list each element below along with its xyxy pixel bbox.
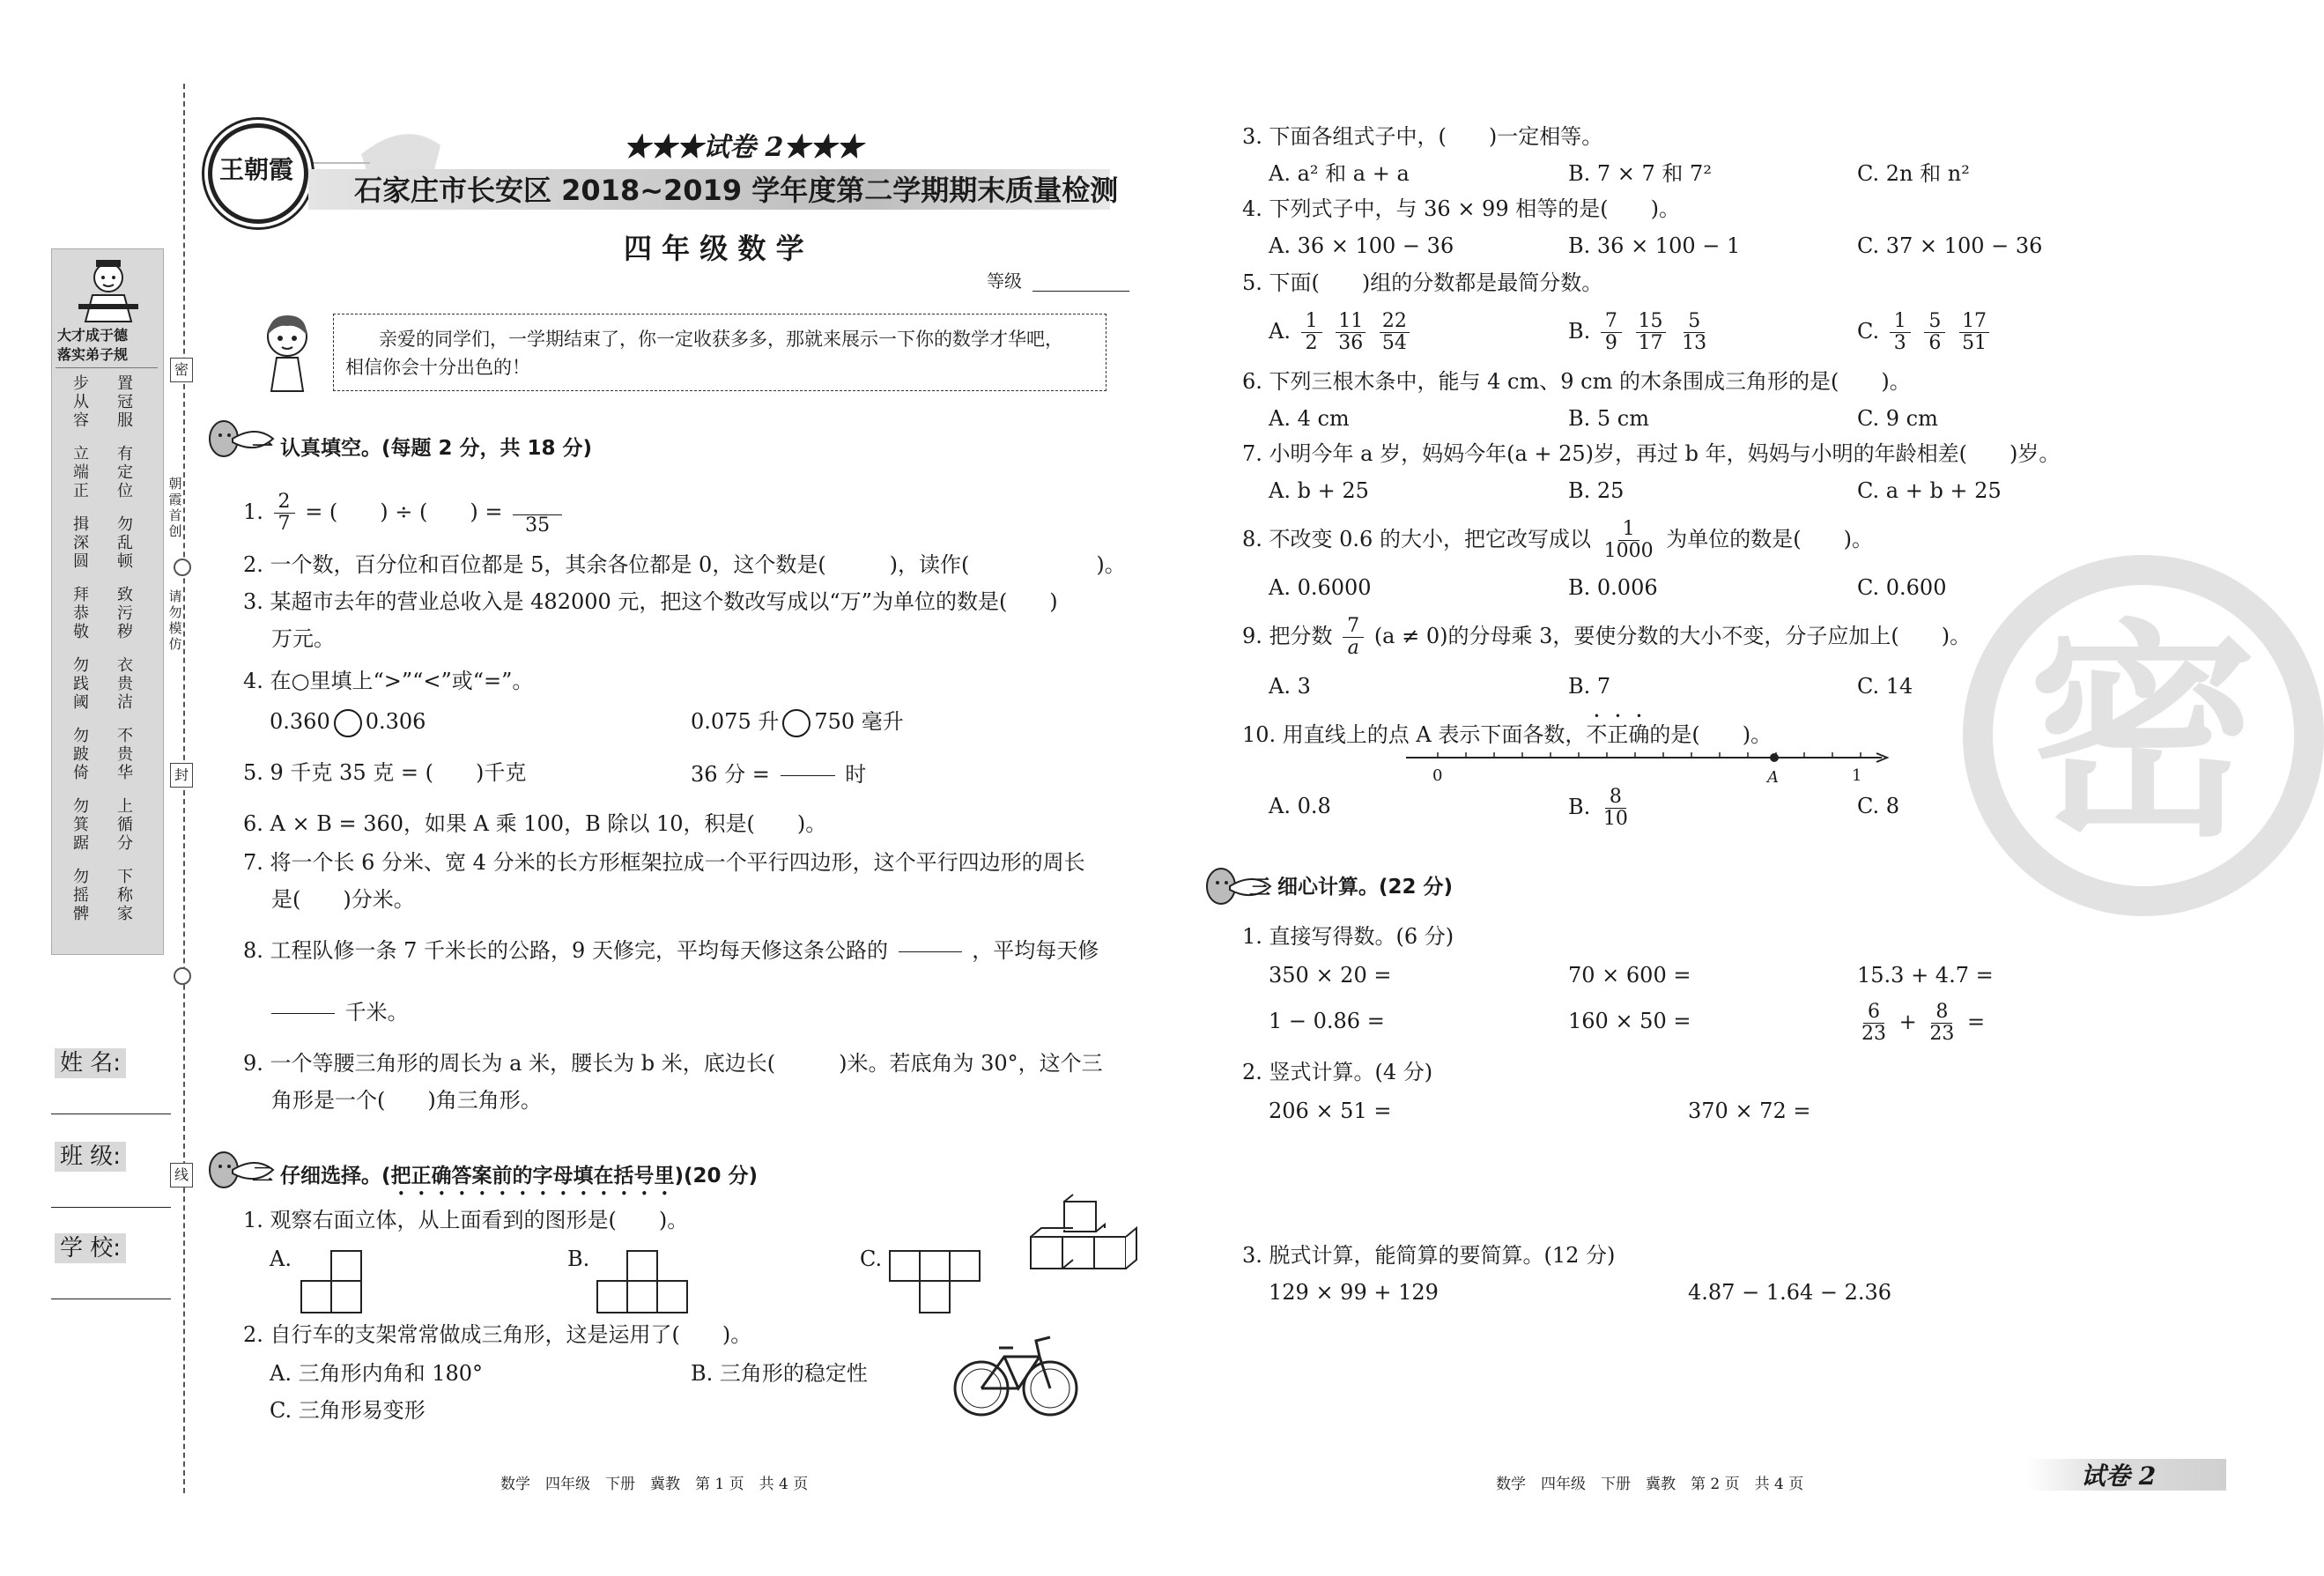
s2-q10 [1242, 710, 1772, 748]
s1-q4-a-right: 0.306 [365, 709, 426, 734]
opt-label: B. [1568, 319, 1591, 344]
fraction [1601, 787, 1631, 830]
footer-tag: 试卷 2 [2081, 1461, 2157, 1491]
s3-p1-item: 350 × 20 = [1269, 963, 1392, 988]
frac-numerator: 5 [1684, 311, 1705, 333]
s1-q9-line1: 9. 一个等腰三角形的周长为 a 米，腰长为 b 米，底边长( )米。若底角为 30°，这个三 [243, 1051, 1103, 1076]
s2-q7-b[interactable]: B. 25 [1568, 478, 1625, 503]
compare-circle[interactable] [334, 709, 362, 737]
motto-col: 勿跛倚 [73, 727, 89, 782]
binding-hole [174, 559, 191, 576]
binding-dashed-line [183, 84, 185, 1493]
fraction [1859, 1002, 1889, 1045]
s2-q3-c[interactable]: C. 2n 和 n² [1857, 161, 1970, 186]
frac-denominator: 2 [1305, 332, 1318, 354]
number-line [1406, 745, 1891, 772]
fraction [1301, 311, 1322, 354]
fraction-blank[interactable] [271, 988, 335, 1039]
s2-q9-b[interactable]: B. 7 [1568, 674, 1611, 699]
school-field[interactable] [51, 1233, 174, 1304]
section1-badge: 一 [252, 434, 273, 459]
s2-q6: 6. 下列三根木条中，能与 4 cm、9 cm 的木条围成三角形的是( )。 [1242, 369, 1911, 394]
s1-q8-line2 [268, 988, 409, 1039]
bicycle-figure [951, 1330, 1080, 1420]
s1-q7-line2: 是( )分米。 [271, 887, 415, 912]
section1-title: 认真填空。(每题 2 分，共 18 分) [280, 437, 593, 460]
frac-denominator: a [1347, 637, 1359, 659]
frac-numerator: 15 [1636, 311, 1666, 333]
frac-numerator: 1 [1618, 519, 1639, 541]
frac-denominator-blank[interactable] [781, 776, 835, 801]
fraction [1601, 311, 1622, 354]
s2-q10-opt-c[interactable]: C. 8 [1857, 794, 1900, 818]
frac-denominator: 36 [1338, 332, 1364, 354]
s3-p1-item: 1 − 0.86 = [1269, 1009, 1385, 1033]
numline-label-1: 1 [1852, 766, 1862, 785]
seal-watermark [1963, 555, 2324, 916]
originality-notice: 朝霞首创 [168, 476, 182, 539]
motto-col: 有定位 [117, 445, 133, 500]
opt-label: A. [1269, 319, 1291, 344]
s3-p1-item: 160 × 50 = [1568, 1009, 1691, 1033]
s2-q10-a: 10. 用直线上的点 A 表示下面各数， [1242, 722, 1587, 747]
fraction [1380, 311, 1410, 354]
fraction [274, 492, 295, 535]
s2-q9-right: (a ≠ 0)的分母乘 3，要使分数的大小不变，分子应加上( )。 [1373, 624, 1972, 648]
motto-col: 置冠服 [117, 374, 133, 430]
s2-q2-b[interactable]: B. 三角形的稳定性 [691, 1361, 868, 1386]
fraction [1336, 311, 1366, 354]
fraction-blank[interactable] [781, 751, 835, 801]
frac-denominator: 1000 [1603, 540, 1654, 562]
section2-title-b: )(20 分) [674, 1165, 759, 1188]
s2-q3: 3. 下面各组式子中，( )一定相等。 [1242, 124, 1603, 149]
frac-denominator: 23 [1929, 1023, 1955, 1045]
frac-denominator-blank[interactable] [899, 952, 962, 977]
s3-p3-item: 4.87 − 1.64 − 2.36 [1688, 1280, 1892, 1305]
s3-p1: 1. 直接写得数。(6 分) [1242, 924, 1454, 949]
section2-title [280, 1163, 758, 1200]
s3-p3-item: 129 × 99 + 129 [1269, 1280, 1439, 1305]
motto-col: 步从容 [73, 374, 89, 430]
frac-numerator: 5 [1924, 311, 1945, 333]
name-field[interactable] [51, 1048, 174, 1119]
binding-mark-feng: 封 [170, 763, 193, 788]
s1-q4-a-left: 0.360 [270, 709, 330, 734]
top-view-option-b [596, 1249, 691, 1316]
s2-q3-b[interactable]: B. 7 × 7 和 7² [1568, 161, 1712, 186]
exam-title: 石家庄市长安区 2018~2019 学年度第二学期期末质量检测 [354, 174, 1119, 207]
brand-logo-text: 王朝霞 [219, 155, 294, 184]
fraction [1890, 311, 1911, 354]
s2-q5-opt-a[interactable] [1269, 307, 1413, 356]
s1-q4: 4. 在○里填上“>”“<”或“=”。 [243, 669, 534, 693]
binding-mark-mi: 密 [170, 358, 193, 382]
section2-badge: 二 [252, 1162, 273, 1187]
grade-label: 等级 [987, 270, 1022, 292]
frac-numerator: 11 [1336, 311, 1366, 333]
motto-col: 勿乱顿 [117, 515, 133, 571]
s2-q4-b[interactable]: B. 36 × 100 − 1 [1568, 233, 1741, 258]
frac-denominator: 13 [1682, 332, 1707, 354]
s1-q5-b-right: 时 [845, 762, 867, 787]
class-label: 班 级: [55, 1142, 126, 1172]
frac-numerator-blank[interactable] [271, 988, 335, 1014]
s2-q8 [1242, 514, 1873, 564]
s1-q1 [243, 490, 566, 536]
s2-q2-a[interactable]: A. 三角形内角和 180° [270, 1361, 484, 1386]
motto-col: 拜恭敬 [73, 586, 89, 641]
school-label: 学 校: [55, 1233, 126, 1263]
s2-q1-opt-a[interactable]: A. [270, 1247, 292, 1271]
motto-col: 勿摇髀 [73, 868, 89, 923]
motto-col: 不贵华 [117, 727, 133, 782]
frac-numerator: 2 [274, 492, 295, 514]
binding-mark-xian: 线 [170, 1163, 193, 1188]
motto-col: 上循分 [117, 797, 133, 853]
s2-q8-left: 8. 不改变 0.6 的大小，把它改写成以 [1242, 527, 1591, 551]
s1-q5-a: 5. 9 千克 35 克 = ( )千克 [243, 760, 527, 785]
s2-q1-opt-b[interactable]: B. [567, 1247, 590, 1271]
frac-denominator: 7 [278, 513, 291, 535]
grade-input-line[interactable] [1032, 291, 1129, 292]
s1-q6: 6. A × B = 360，如果 A 乘 100，B 除以 10，积是( )。 [243, 811, 827, 836]
s1-q5-b [691, 751, 866, 801]
s1-q4-a [270, 708, 426, 737]
frac-denominator: 10 [1602, 808, 1628, 830]
s2-q8-a[interactable]: A. 0.6000 [1269, 575, 1372, 600]
scholar-figure-icon [73, 255, 144, 323]
s1-q8-left: 8. 工程队修一条 7 千米长的公路，9 天修完，平均每天修这条公路的 [243, 938, 888, 963]
frac-denominator: 17 [1638, 332, 1663, 354]
greeting-line-2: 相信你会十分出色的！ [345, 357, 530, 378]
frac-numerator: 1 [1301, 311, 1322, 333]
footer-right: 数学 四年级 下册 冀教 第 2 页 共 4 页 [1496, 1476, 1804, 1493]
name-label: 姓 名: [55, 1048, 126, 1078]
s2-q4-a[interactable]: A. 36 × 100 − 36 [1269, 233, 1454, 258]
s2-q10-b: 的是( )。 [1649, 722, 1773, 747]
series-label: ★★★试卷 2★★★ [624, 132, 863, 163]
cube-stack-figure [1027, 1200, 1142, 1288]
fraction [1927, 1002, 1957, 1045]
s2-q10-opt-b[interactable] [1568, 782, 1634, 832]
compare-circle[interactable] [782, 709, 810, 737]
motto-col: 致污秽 [117, 586, 133, 641]
motto-columns [52, 374, 163, 947]
opt-label: C. [1857, 319, 1880, 344]
frac-numerator: 8 [1605, 787, 1626, 809]
fraction-blank[interactable] [513, 490, 562, 536]
section3-badge: 三 [1249, 875, 1270, 899]
frac-numerator: 1 [1890, 311, 1911, 333]
s2-q1: 1. 观察右面立体，从上面看到的图形是( )。 [243, 1208, 689, 1232]
s1-q8-right: ，平均每天修 [972, 938, 1099, 963]
s2-q8-c[interactable]: C. 0.600 [1857, 575, 1947, 600]
frac-numerator: 8 [1931, 1002, 1952, 1024]
frac-denominator: 9 [1604, 332, 1617, 354]
s2-q9-a[interactable]: A. 3 [1269, 674, 1311, 699]
section2-title-emph: 把正确答案前的字母填在括号里 [390, 1165, 675, 1188]
motto-col: 揖深圆 [73, 515, 89, 571]
s1-q1-num: 1. [243, 499, 263, 524]
footer-left: 数学 四年级 下册 冀教 第 1 页 共 4 页 [500, 1476, 809, 1493]
frac-numerator: 17 [1959, 311, 1989, 333]
frac-numerator: 22 [1380, 311, 1410, 333]
s1-q8-line2-text: 千米。 [344, 1000, 409, 1025]
s1-q4-b [691, 708, 904, 737]
seal-character: 密 [2028, 602, 2257, 868]
s2-q5-opt-b[interactable] [1568, 307, 1713, 356]
s2-q6-a[interactable]: A. 4 cm [1269, 406, 1350, 431]
s3-p1-item: 15.3 + 4.7 = [1857, 963, 1994, 988]
brand-logo [208, 123, 308, 224]
greeting-line-1: 亲爱的同学们，一学期结束了，你一定收获多多，那就来展示一下你的数学才华吧， [379, 329, 1063, 350]
s2-q9-c[interactable]: C. 14 [1857, 674, 1913, 699]
top-view-option-a [300, 1249, 363, 1316]
frac-numerator: 7 [1343, 616, 1364, 638]
s3-p3: 3. 脱式计算，能简算的要简算。(12 分) [1242, 1243, 1616, 1268]
frac-denominator: 23 [1861, 1023, 1886, 1045]
fraction [1636, 311, 1666, 354]
fraction [1924, 311, 1945, 354]
frac-denominator: 51 [1962, 332, 1987, 354]
motto-col: 衣贵洁 [117, 656, 133, 712]
frac-numerator-blank[interactable] [513, 490, 562, 515]
fraction [1343, 616, 1364, 659]
s1-q9-line2: 角形是一个( )角三角形。 [271, 1088, 542, 1113]
s2-q7-c[interactable]: C. a + b + 25 [1857, 478, 2002, 503]
frac-denominator: 6 [1928, 332, 1942, 354]
s1-q1-mid: = ( ) ÷ ( ) = [305, 499, 503, 524]
frac-denominator: 54 [1381, 332, 1407, 354]
s2-q10-emph: 不正确 [1586, 722, 1650, 747]
top-view-option-c [888, 1249, 981, 1316]
fraction [1679, 311, 1709, 354]
s2-q2-c[interactable]: C. 三角形易变形 [270, 1398, 426, 1423]
s2-q4-c[interactable]: C. 37 × 100 − 36 [1857, 233, 2043, 258]
section3-title: 细心计算。(22 分) [1277, 876, 1454, 899]
s1-q3-line2: 万元。 [271, 626, 335, 651]
frac-denominator: 35 [525, 514, 551, 536]
frac-denominator: 3 [1893, 332, 1906, 354]
s3-p1-item: 70 × 600 = [1568, 963, 1691, 988]
s2-q3-a[interactable]: A. a² 和 a + a [1269, 161, 1410, 186]
frac-numerator-blank[interactable] [781, 751, 835, 776]
s1-q7-line1: 7. 将一个长 6 分米、宽 4 分米的长方形框架拉成一个平行四边形，这个平行四边形的周长 [243, 850, 1085, 875]
s2-q7-a[interactable]: A. b + 25 [1269, 478, 1369, 503]
s2-q4: 4. 下列式子中，与 36 × 99 相等的是( )。 [1242, 196, 1680, 221]
s1-q5-b-left: 36 分 = [691, 762, 770, 787]
s3-p2-item: 370 × 72 = [1688, 1099, 1811, 1123]
no-copy-notice: 请勿模仿 [168, 588, 182, 652]
s2-q2: 2. 自行车的支架常常做成三角形，这是运用了( )。 [243, 1322, 752, 1347]
frac-numerator: 6 [1863, 1002, 1884, 1024]
s3-p1-item-fraction: $\frac{6}{23}$ + $\frac{8}{23}$ = [1855, 997, 1985, 1047]
motto-line-1: 大才成于德 [57, 327, 129, 344]
s2-q5: 5. 下面( )组的分数都是最简分数。 [1242, 270, 1603, 295]
s2-q8-right: 为单位的数是( )。 [1666, 527, 1873, 551]
girl-mascot-icon [252, 308, 322, 393]
motto-col: 勿践阈 [73, 656, 89, 712]
motto-line-2: 落实弟子规 [57, 346, 129, 363]
s2-q5-opt-c[interactable] [1857, 307, 1993, 356]
motto-col: 下称家 [117, 868, 133, 923]
frac-numerator: 7 [1601, 311, 1622, 333]
equals: = [1967, 1010, 1986, 1034]
binding-hole [174, 967, 191, 985]
s3-p2: 2. 竖式计算。(4 分) [1242, 1060, 1433, 1084]
s3-p2-item: 206 × 51 = [1269, 1099, 1392, 1123]
s1-q8 [243, 927, 1099, 977]
section2-title-a: 仔细选择。( [280, 1165, 391, 1188]
numline-label-0: 0 [1432, 766, 1443, 785]
s2-q9 [1242, 611, 1971, 661]
s1-q2: 2. 一个数，百分位和百位都是 5，其余各位都是 0，这个数是( )，读作( )。 [243, 552, 1126, 577]
s2-q1-opt-c[interactable]: C. [860, 1247, 883, 1271]
s1-q4-b-left: 0.075 升 [691, 709, 780, 734]
opt-label: B. [1568, 795, 1591, 819]
s1-q3-line1: 3. 某超市去年的营业总收入是 482000 元，把这个数改写成以“万”为单位的数是( ) [243, 589, 1058, 614]
s2-q6-c[interactable]: C. 9 cm [1857, 406, 1938, 431]
motto-col: 勿箕踞 [73, 797, 89, 853]
motto-panel [51, 248, 164, 955]
frac-denominator-blank[interactable] [271, 1014, 335, 1039]
s1-q4-b-right: 750 毫升 [814, 709, 904, 734]
fraction [1959, 311, 1989, 354]
s2-q8-b[interactable]: B. 0.006 [1568, 575, 1658, 600]
s2-q10-opt-a[interactable]: A. 0.8 [1269, 794, 1331, 818]
subject-title: 四 年 级 数 学 [624, 232, 804, 265]
motto-col: 立端正 [73, 445, 89, 500]
numline-label-A: A [1767, 768, 1779, 787]
fraction [1602, 519, 1656, 562]
fraction-blank[interactable] [899, 927, 962, 977]
class-field[interactable] [51, 1142, 174, 1212]
s2-q9-left: 9. 把分数 [1242, 624, 1333, 648]
s2-q7: 7. 小明今年 a 岁，妈妈今年(a + 25)岁，再过 b 年，妈妈与小明的年龄相差( )岁。 [1242, 441, 2061, 466]
s2-q6-b[interactable]: B. 5 cm [1568, 406, 1649, 431]
frac-numerator-blank[interactable] [899, 927, 962, 952]
